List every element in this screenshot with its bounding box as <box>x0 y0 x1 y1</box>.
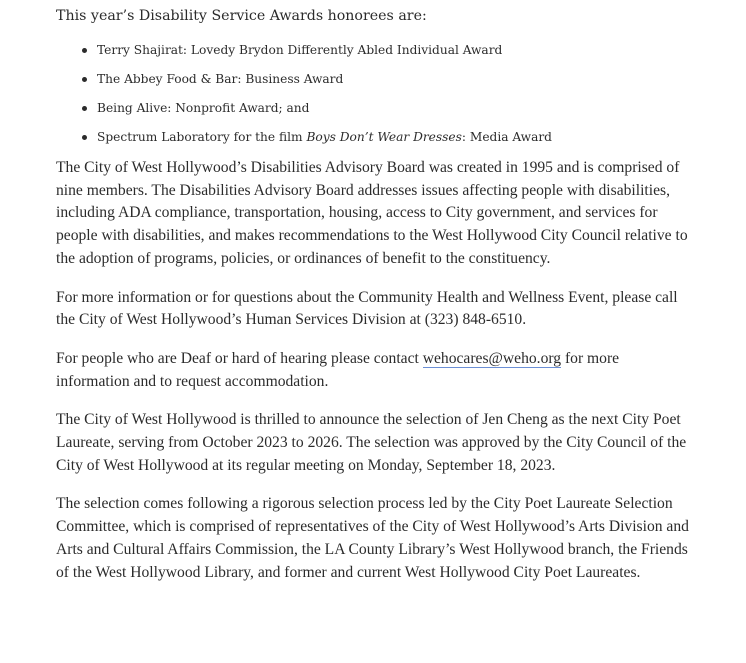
award-text: Terry Shajirat: Lovedy Brydon Differently Abled Individual Award <box>97 43 503 57</box>
award-item <box>97 128 696 146</box>
awards-intro: This year’s Disability Service Awards honorees are: <box>56 8 427 24</box>
awards-list <box>56 41 696 146</box>
award-text: The Abbey Food & Bar: Business Award <box>97 72 344 86</box>
email-link[interactable]: wehocares@weho.org <box>422 349 562 367</box>
accommodation-text: For people who are Deaf or hard of hearing please contact <box>56 349 423 367</box>
award-text: Spectrum Laboratory for the film <box>97 130 307 144</box>
award-item <box>97 70 696 88</box>
award-text: Being Alive: Nonprofit Award; and <box>97 101 310 115</box>
article-content <box>56 0 696 600</box>
accommodation-paragraph <box>56 348 696 393</box>
selection-process-paragraph: The selection comes following a rigorous selection process led by the City Poet Laureate Selection Committee, which is comprised of representatives of the City of West Hollywood’s Arts Division and Arts and Cultural Affairs Commission, the LA County Library’s West Hollywood branch, the Friends of the West Hollywood Library, and former and current West Hollywood City Poet Laureates. <box>56 495 689 581</box>
poet-laureate-paragraph: The City of West Hollywood is thrilled to announce the selection of Jen Cheng as the next City Poet Laureate, serving from October 2023 to 2026. The selection was approved by the City Council of the City of West Hollywood at its regular meeting on Monday, September 18, 2023. <box>56 411 687 474</box>
award-item <box>97 99 696 117</box>
award-text-suffix: : Media Award <box>461 130 552 144</box>
award-item <box>97 41 696 59</box>
advisory-board-paragraph: The City of West Hollywood’s Disabilities Advisory Board was created in 1995 and is comprised of nine members. The Disabilities Advisory Board addresses issues affecting people with disabilities, including ADA compliance, transportation, housing, access to City government, and services for people with disabilities, and makes recommendations to the West Hollywood City Council relative to the adoption of programs, policies, or ordinances of benefit to the constituency. <box>56 159 688 267</box>
accommodation-text-end: for more information and to request accommodation. <box>56 349 620 390</box>
more-info-paragraph: For more information or for questions about the Community Health and Wellness Event, please call the City of West Hollywood’s Human Services Division at (323) 848-6510. <box>56 288 678 329</box>
film-title: Boys Don’t Wear Dresses <box>306 130 462 144</box>
